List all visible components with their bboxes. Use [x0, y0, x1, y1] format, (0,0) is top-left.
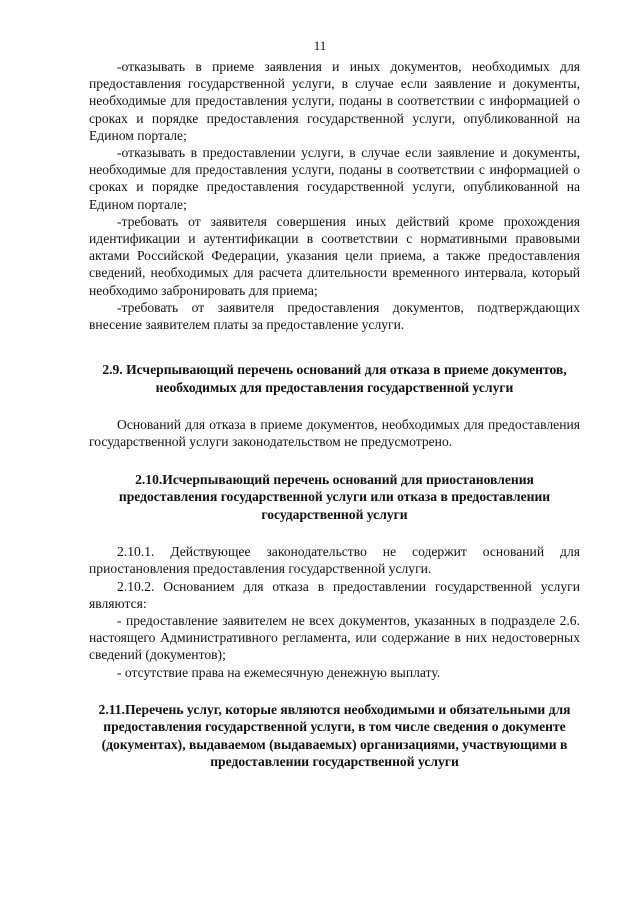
page-number: 11 — [313, 38, 327, 53]
section-2-10-2-text: 2.10.2. Основанием для отказа в предоставлении государственной услуги являются: — [89, 578, 580, 611]
section-2-10-heading: 2.10.Исчерпывающий перечень оснований для приостановления предоставления государственной услуги или отказа в предоставлении государственной услуги — [118, 471, 551, 522]
list-item-refuse-acceptance: -отказывать в приеме заявления и иных документов, необходимых для предоставления государственной услуги, в случае если заявление и документы, необходимые для предоставления услуги, поданы в соответствии с информацией о сроках и порядке предоставления государственной услуги, опубликованной на Едином портале; — [89, 59, 580, 143]
section-2-10-1-text: 2.10.1. Действующее законодательство не содержит оснований для приостановления предоставления государственной услуги. — [89, 544, 580, 577]
section-2-11-heading: 2.11.Перечень услуг, которые являются необходимыми и обязательными для предоставления государственной услуги, в том числе сведения о документе (документах), выдаваемом (выдаваемых) организациями, участвующими в предоставлении государственной услуги — [98, 701, 571, 770]
list-item-refuse-service: -отказывать в предоставлении услуги, в случае если заявление и документы, необходимые для предоставления услуги, поданы в соответствии с информацией о сроках и порядке предоставления государственной услуги, опубликованной на Едином портале; — [89, 145, 580, 212]
section-2-10-item-no-right: - отсутствие права на ежемесячную денежную выплату. — [117, 664, 441, 680]
list-item-require-actions: -требовать от заявителя совершения иных действий кроме прохождения идентификации и аутентификации в соответствии с нормативными правовыми актами Российской Федерации, указания цели приема, а также предоставления сведений, необходимых для расчета длительности временного интервала, который необходимо забронировать для приема; — [89, 213, 580, 298]
list-item-require-payment-docs: -требовать от заявителя предоставления документов, подтверждающих внесение заявителем платы за предоставление услуги. — [89, 299, 580, 333]
section-2-10-item-incomplete-docs: - предоставление заявителем не всех документов, указанных в подразделе 2.6. настоящего Административного регламента, или содержание в них недостоверных сведений (документов); — [89, 612, 580, 663]
page-content — [89, 58, 580, 771]
section-2-9-text: Оснований для отказа в приеме документов, необходимых для предоставления государственной услуги законодательством не предусмотрено. — [89, 417, 580, 450]
section-2-9-heading: 2.9. Исчерпывающий перечень оснований для отказа в приеме документов, необходимых для предоставления государственной услуги — [102, 362, 567, 395]
